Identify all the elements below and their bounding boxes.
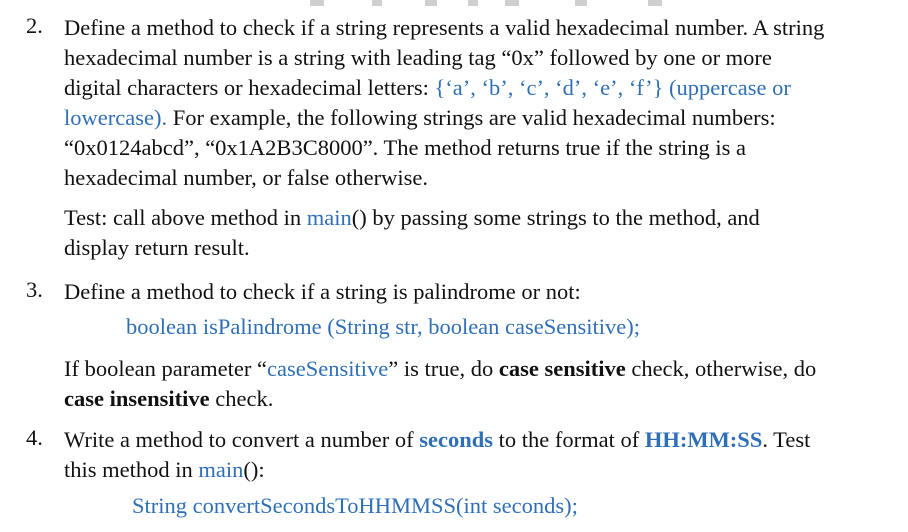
method-signature: boolean isPalindrome (String str, boolean caseSensitive); [126,314,640,339]
text-run: “0x0124abcd”, “0x1A2B3C8000”. The method returns true if the string is a [64,135,746,160]
text-line [64,384,896,414]
text-run: digital characters or hexadecimal letters: [64,75,435,100]
highlighted-text: caseSensitive [267,356,389,381]
item-description [64,277,896,307]
text-run: If boolean parameter “ [64,356,268,381]
text-line [64,455,896,485]
text-line [64,103,896,133]
item-test-instruction [64,203,896,263]
bold-text: HH:MM:SS [644,427,763,452]
text-run: . Test [762,427,811,452]
text-run: check, otherwise, do [625,356,817,381]
item-description [64,425,896,485]
text-run: to the format of [493,427,645,452]
text-run: ” is true, do [388,356,499,381]
text-line [64,73,896,103]
highlighted-text: main [198,457,244,482]
item-number: 4. [26,425,43,450]
text-run: (): [243,457,265,482]
text-run: hexadecimal number is a string with leading tag “0x” followed by one or more [64,45,772,70]
text-run: () by passing some strings to the method, and [351,205,760,230]
text-run: hexadecimal number, or false otherwise. [64,165,428,190]
text-run: Define a method to check if a string is palindrome or not: [64,279,581,304]
text-run: Test: call above method in [64,205,307,230]
text-line [64,354,896,384]
bold-text: seconds [419,427,493,452]
text-run: display return result. [64,235,250,260]
text-run: this method in [64,457,199,482]
text-run: check. [209,386,274,411]
text-line [64,425,896,455]
item-parameter-note [64,354,896,414]
item-number: 2. [26,13,43,38]
method-signature: String convertSecondsToHHMMSS(int seconds); [132,493,578,518]
highlighted-text: main [306,205,352,230]
bold-text: case insensitive [64,386,210,411]
item-description [64,13,896,193]
bold-text: case sensitive [498,356,626,381]
text-run: For example, the following strings are valid hexadecimal numbers: [167,105,776,130]
cropped-previous-line [0,0,908,6]
text-line [64,133,896,163]
highlighted-text: {‘a’, ‘b’, ‘c’, ‘d’, ‘e’, ‘f’} (uppercase or [434,75,791,100]
text-run: Write a method to convert a number of [64,427,420,452]
text-line [64,277,896,307]
text-line [64,13,896,43]
text-run: Define a method to check if a string represents a valid hexadecimal number. A string [64,15,825,40]
item-number: 3. [26,277,43,302]
text-line [64,233,896,263]
text-line [64,203,896,233]
text-line [64,43,896,73]
highlighted-text: lowercase). [64,105,168,130]
text-line [64,163,896,193]
